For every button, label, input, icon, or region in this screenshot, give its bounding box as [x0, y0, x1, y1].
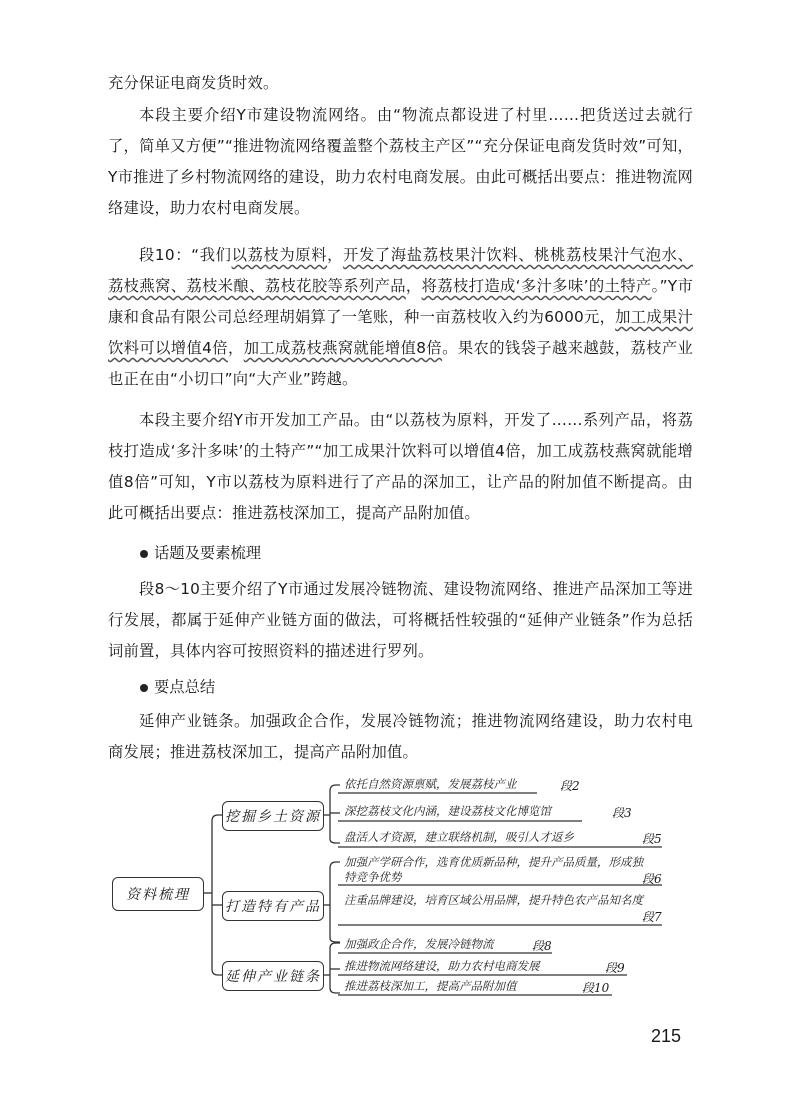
mindmap-root: 资料梳理 — [112, 877, 204, 911]
connector-branch-1 — [212, 815, 222, 821]
excerpt-text: 。”Y市康和食品有限公司总经理胡娟算了一笔账，种一亩荔枝收入约为6000元， — [108, 277, 694, 326]
mindmap-leaf: 加强政企合作，发展冷链物流 — [344, 937, 494, 951]
mindmap-tag: 段5 — [642, 832, 662, 846]
mindmap-leaf: 推进物流网络建设，助力农村电商发展 — [344, 959, 540, 973]
mindmap — [112, 773, 672, 1003]
paragraph-processing-analysis: 本段主要介绍Y市开发加工产品。由“以荔枝为原料，开发了……系列产品，将荔枝打造成‘多汁多味’的土特产”“加工成果汁饮料可以增值4倍，加工成荔枝燕窝就能增值8倍”可知，Y市以荔枝为原料进行了产品的深加工，让产品的附加值不断提高。由此可概括出要点：推进荔枝深加工，提高产品附加值。 — [108, 411, 693, 522]
mindmap-tag: 段7 — [642, 910, 662, 924]
top-line: 充分保证电商发货时效。 — [108, 74, 279, 92]
excerpt-text: 段10：“我们 — [139, 246, 232, 264]
mindmap-branch-1: 挖掘乡土资源 — [222, 801, 324, 831]
bullet-icon — [140, 550, 148, 558]
connector-trunk — [212, 821, 222, 975]
excerpt-underline: 加工成荔枝燕窝就能增值8倍 — [243, 339, 443, 357]
excerpt-underline: 加工成果汁饮料可以增值4倍 — [108, 308, 693, 357]
paragraph-10-excerpt — [108, 240, 693, 395]
mindmap-leaf: 推进荔枝深加工，提高产品附加值 — [344, 979, 517, 993]
excerpt-text: ， — [327, 246, 344, 264]
excerpt-text: 。果农的钱袋子越来越鼓，荔枝产业也正在由“小切口”向“大产业”跨越。 — [108, 339, 694, 388]
paragraph-topic-summary: 段8～10主要介绍了Y市通过发展冷链物流、建设物流网络、推进产品深加工等进行发展，都属于延伸产业链方面的做法，可将概括性较强的“延伸产业链条”作为总括词前置，具体内容可按照资料的描述进行罗列。 — [108, 580, 693, 660]
mindmap-tag: 段6 — [642, 872, 662, 886]
heading-text: 话题及要素梳理 — [154, 544, 262, 562]
mindmap-tag: 段9 — [605, 961, 625, 975]
mindmap-tag: 段8 — [532, 939, 552, 953]
heading-text: 要点总结 — [154, 678, 216, 696]
mindmap-leaf: 深挖荔枝文化内涵，建设荔枝文化博览馆 — [344, 804, 551, 818]
paragraph-key-points: 延伸产业链条。加强政企合作，发展冷链物流；推进物流网络建设，助力农村电商发展；推进荔枝深加工，提高产品附加值。 — [108, 712, 693, 761]
mindmap-leaf: 依托自然资源禀赋，发展荔枝产业 — [344, 777, 517, 791]
mindmap-branch-2: 打造特有产品 — [222, 891, 324, 921]
mindmap-tag: 段2 — [560, 779, 580, 793]
mindmap-leaf: 注重品牌建设，培育区域公用品牌，提升特色农产品知名度 — [344, 893, 643, 907]
heading-topic-elements — [140, 541, 261, 565]
paragraph-logistics-analysis: 本段主要介绍Y市建设物流网络。由“物流点都设进了村里……把货送过去就行了，简单又方便”“推进物流网络覆盖整个荔枝主产区”“充分保证电商发货时效”可知，Y市推进了乡村物流网络的建设，助力农村电商发展。由此可概括出要点：推进物流网络建设，助力农村电商发展。 — [108, 106, 693, 217]
heading-key-points — [140, 675, 215, 699]
page-number: 215 — [651, 1026, 682, 1046]
mindmap-leaf: 盘活人才资源，建立联络机制，吸引人才返乡 — [344, 830, 574, 844]
mindmap-tag: 段3 — [612, 806, 632, 820]
bullet-icon — [140, 684, 148, 692]
mindmap-branch-3: 延伸产业链条 — [222, 961, 324, 991]
excerpt-text: ， — [227, 339, 244, 357]
excerpt-underline: 开发了海盐荔枝果汁饮料、桃桃荔枝果汁气泡水、荔枝燕窝、荔枝米酿、荔枝花胶等系列产品 — [108, 246, 694, 295]
mindmap-tag: 段10 — [582, 981, 610, 995]
excerpt-underline: 以荔枝为原料 — [231, 246, 328, 264]
mindmap-leaf: 加强产学研合作，选育优质新品种，提升产品质量，形成独特竞争优势 — [344, 855, 643, 884]
excerpt-text: ， — [405, 277, 422, 295]
excerpt-underline: 将荔枝打造成‘多汁多味’的土特产 — [421, 277, 652, 295]
